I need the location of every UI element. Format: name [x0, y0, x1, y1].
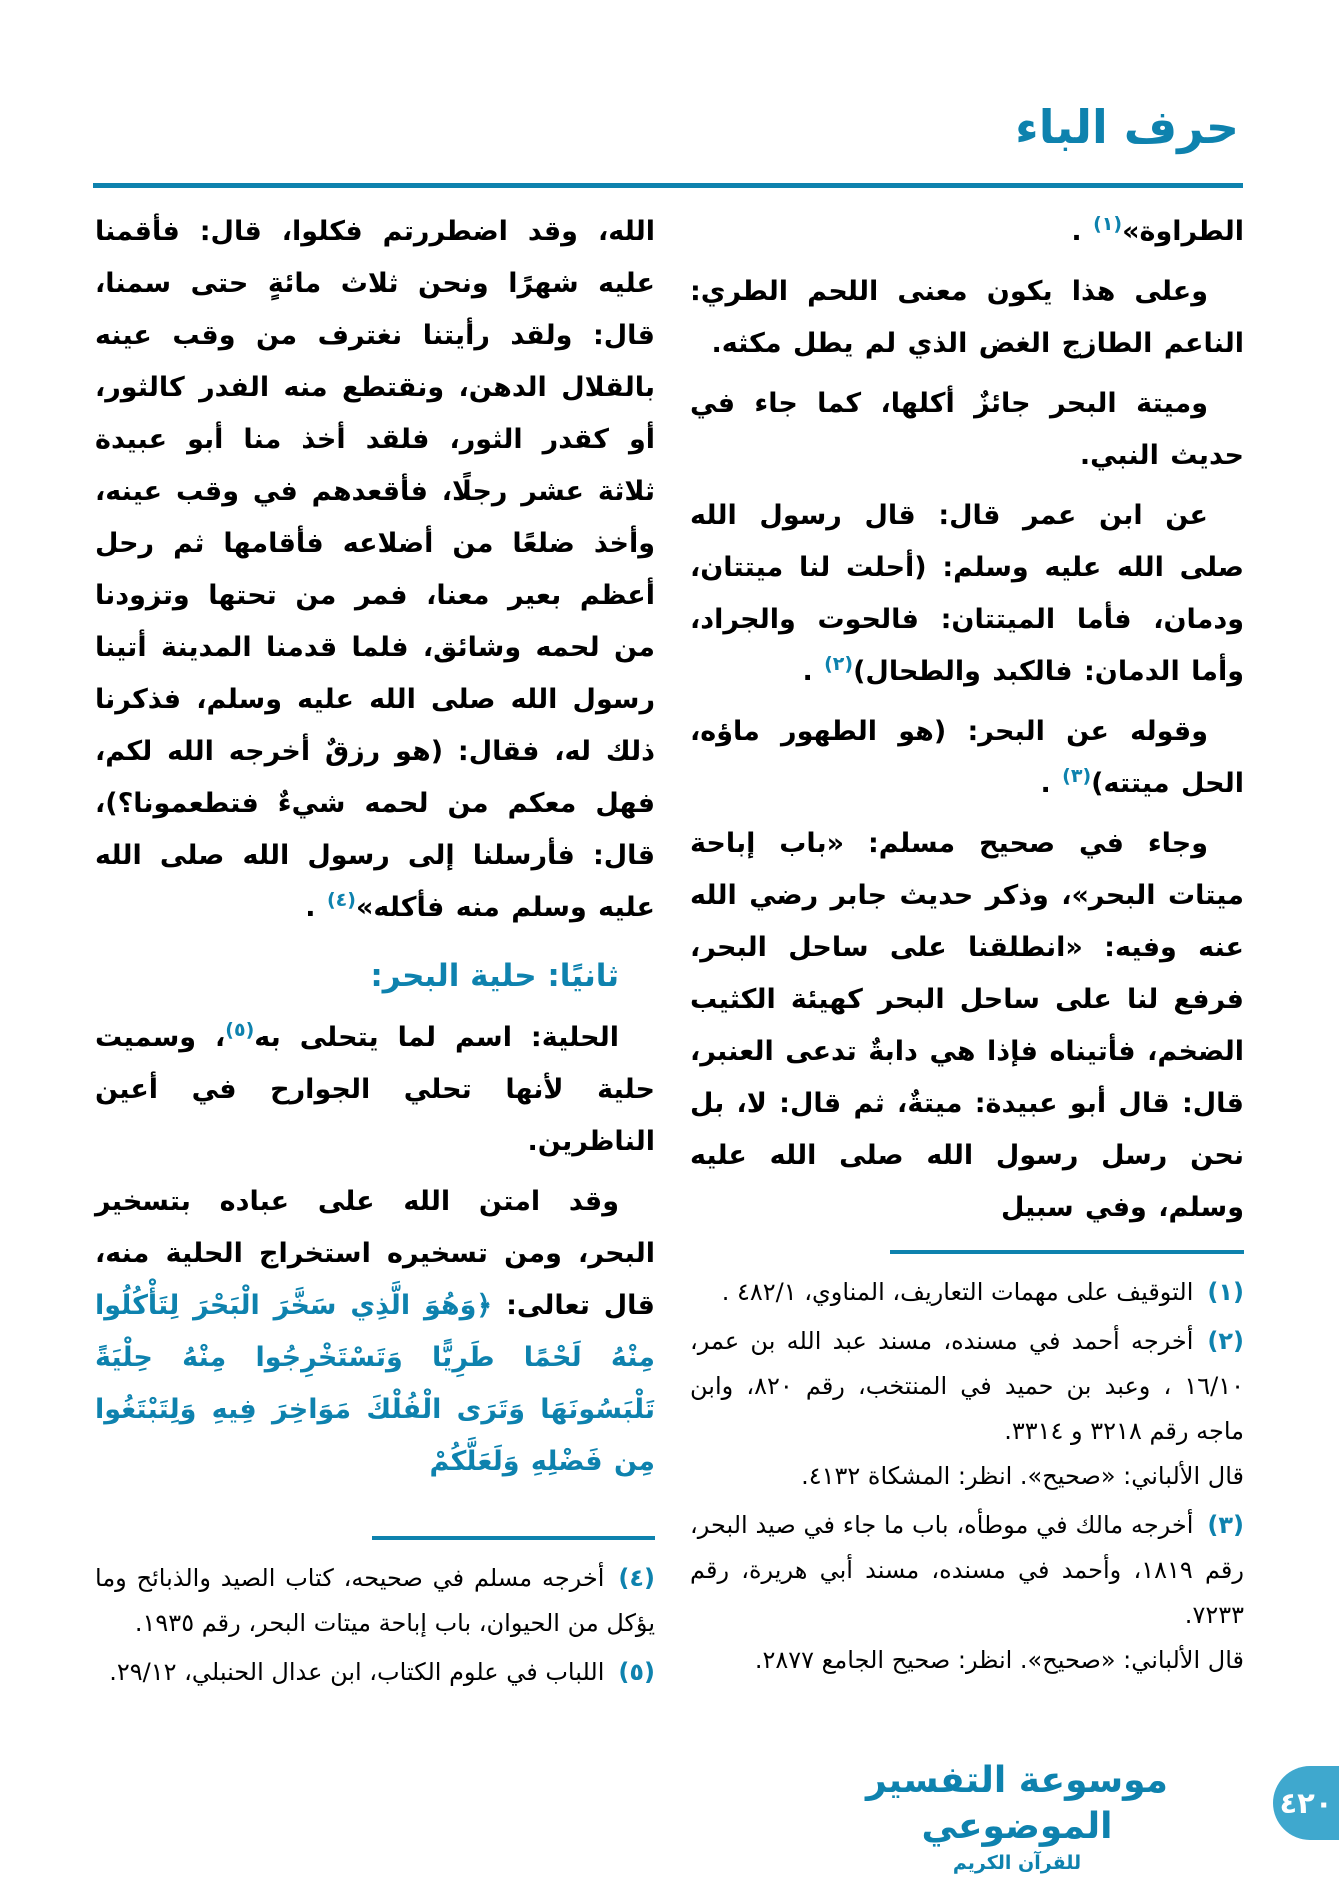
- body-text: .: [802, 656, 825, 687]
- footnote-divider: [372, 1536, 655, 1540]
- quran-verse: ﴿وَهُوَ الَّذِي سَخَّرَ الْبَحْرَ لِتَأْكُلُوا مِنْهُ لَحْمًا طَرِيًّا وَتَسْتَخْرِجُوا مِنْهُ حِلْيَةً تَلْبَسُونَهَا وَتَرَى الْفُلْكَ مَوَاخِرَ فِيهِ وَلِتَبْتَغُوا مِن فَضْلِهِ وَلَعَلَّكُمْ: [95, 1290, 655, 1477]
- paragraph: [95, 1176, 655, 1488]
- body-text: الطراوة»: [1122, 216, 1244, 247]
- footnote-number: (٤): [618, 1564, 655, 1592]
- body-text: وقد امتن الله على عباده بتسخير البحر، ومن تسخيره استخراج الحلية منه، قال تعالى:: [95, 1186, 655, 1321]
- paragraph: [95, 206, 655, 934]
- paragraph: [690, 206, 1244, 258]
- footnote-item: [95, 1556, 655, 1646]
- body-text: وميتة البحر جائزٌ أكلها، كما جاء في حديث النبي.: [690, 388, 1244, 471]
- page-number-badge: ٤٢٠: [1273, 1766, 1339, 1840]
- footnote-line: (٢)أخرجه أحمد في مسنده، مسند عبد الله بن عمر، ١٦/١٠ ، وعبد بن حميد في المنتخب، رقم ٨٢٠، وابن ماجه رقم ٣٢١٨ و ٣٣١٤.: [690, 1327, 1244, 1445]
- body-text: .: [1040, 768, 1063, 799]
- footnote-ref: (٤): [326, 889, 356, 911]
- footnote-line: (١)التوقيف على مهمات التعاريف، المناوي، ٤٨٢/١ .: [721, 1278, 1244, 1306]
- footnote-ref: (٢): [824, 653, 854, 675]
- footnotes-right: [690, 1250, 1244, 1687]
- body-text: عن ابن عمر قال: قال رسول الله صلى الله عليه وسلم: (أحلت لنا ميتتان، ودمان، فأما الميتتان: فالحوت والجراد، وأما الدمان: فالكبد والطحال): [690, 500, 1244, 687]
- paragraph: [690, 266, 1244, 370]
- footnotes-left-list: [95, 1556, 655, 1695]
- footnote-number: (٢): [1207, 1327, 1244, 1355]
- paragraph: [690, 818, 1244, 1234]
- body-text: وقوله عن البحر: (هو الطهور ماؤه، الحل ميتته): [690, 716, 1244, 799]
- footnote-number: (٥): [618, 1658, 655, 1686]
- publisher-logo-subtitle: للقرآن الكريم: [952, 1852, 1082, 1874]
- footnote-number: (٣): [1207, 1511, 1244, 1539]
- publisher-logo-title: موسوعة التفسير الموضوعي: [866, 1760, 1168, 1847]
- footnote-ref: (٣): [1062, 765, 1092, 787]
- footnotes-left: [95, 1536, 655, 1699]
- footnote-line: (٤)أخرجه مسلم في صحيحه، كتاب الصيد والذبائح وما يؤكل من الحيوان، باب إباحة ميتات البحر، رقم ١٩٣٥.: [95, 1564, 655, 1637]
- footnotes-right-list: [690, 1270, 1244, 1683]
- paragraph: [95, 1012, 655, 1168]
- footnote-item: [690, 1319, 1244, 1499]
- body-text: .: [305, 892, 327, 923]
- subsection-heading: ثانيًا: حلية البحر:: [370, 958, 619, 994]
- footnote-divider: [890, 1250, 1244, 1254]
- footnote-line: قال الألباني: «صحيح». انظر: المشكاة ٤١٣٢.: [801, 1462, 1244, 1490]
- footnote-ref: (٥): [225, 1019, 255, 1041]
- column-left-text: [95, 206, 655, 1496]
- body-text: .: [1071, 216, 1094, 247]
- footnote-item: [95, 1650, 655, 1695]
- header-divider: [93, 183, 1243, 188]
- body-text: وعلى هذا يكون معنى اللحم الطري: الناعم الطازج الغض الذي لم يطل مكثه.: [690, 276, 1244, 359]
- footnote-number: (١): [1207, 1278, 1244, 1306]
- publisher-logo: [850, 1758, 1184, 1876]
- paragraph: [690, 378, 1244, 482]
- paragraph: [690, 490, 1244, 698]
- footnote-item: [690, 1503, 1244, 1683]
- footnote-line: (٣)أخرجه مالك في موطأه، باب ما جاء في صيد البحر، رقم ١٨١٩، وأحمد في مسنده، مسند أبي هريرة، رقم ٧٢٣٣.: [690, 1511, 1244, 1629]
- footnote-line: (٥)اللباب في علوم الكتاب، ابن عدال الحنبلي، ٢٩/١٢.: [109, 1658, 655, 1686]
- column-right-text: [690, 206, 1244, 1242]
- footnote-line: قال الألباني: «صحيح». انظر: صحيح الجامع ٢٨٧٧.: [754, 1646, 1244, 1674]
- footnote-ref: (١): [1093, 213, 1123, 235]
- footnote-item: [690, 1270, 1244, 1315]
- body-text: ، وسميت حلية لأنها تحلي الجوارح في أعين الناظرين.: [95, 1022, 655, 1157]
- body-text: الحلية: اسم لما يتحلى به: [254, 1022, 619, 1053]
- body-text: وجاء في صحيح مسلم: «باب إباحة ميتات البحر»، وذكر حديث جابر رضي الله عنه وفيه: «انطلقنا على ساحل البحر، فرفع لنا على ساحل البحر كهيئة الكثيب الضخم، فأتيناه فإذا هي دابةٌ تدعى العنبر، قال: قال أبو عبيدة: ميتةٌ، ثم قال: لا، بل نحن رسل رسول الله صلى الله عليه وسلم، وفي سبيل: [690, 828, 1244, 1223]
- body-text: الله، وقد اضطررتم فكلوا، قال: فأقمنا عليه شهرًا ونحن ثلاث مائةٍ حتى سمنا، قال: ولقد رأيتنا نغترف من وقب عينه بالقلال الدهن، ونقتطع منه الفدر كالثور، أو كقدر الثور، فلقد أخذ منا أبو عبيدة ثلاثة عشر رجلًا، فأقعدهم في وقب عينه، وأخذ ضلعًا من أضلاعه فأقامها ثم رحل أعظم بعير معنا، فمر من تحتها وتزودنا من لحمه وشائق، فلما قدمنا المدينة أتينا رسول الله صلى الله عليه وسلم، فذكرنا ذلك له، فقال: (هو رزقٌ أخرجه الله لكم، فهل معكم من لحمه شيءٌ فتطعمونا؟)، قال: فأرسلنا إلى رسول الله صلى الله عليه وسلم منه فأكله»: [95, 216, 655, 923]
- chapter-header: حرف الباء: [1015, 100, 1239, 154]
- paragraph: [690, 706, 1244, 810]
